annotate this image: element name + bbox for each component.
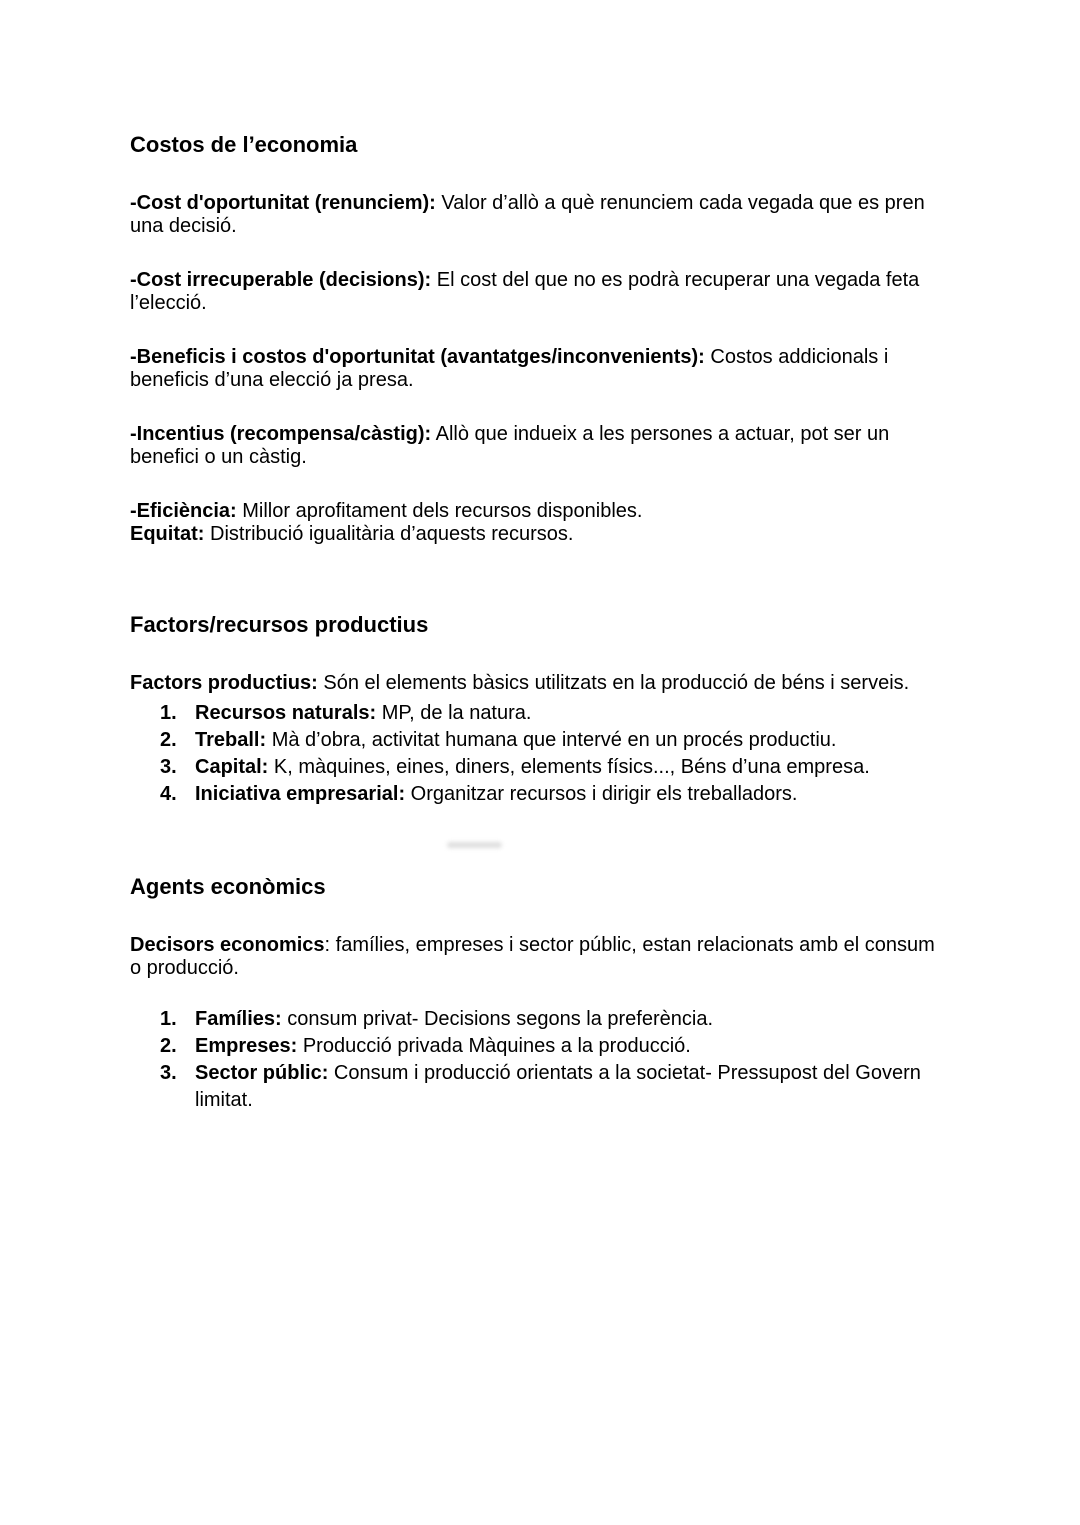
text-run: Valor d’allò a què renunciem cada vegada que es pren: [435, 192, 925, 214]
paragraph-beneficis-costos: [130, 346, 950, 392]
list-number: 2.: [160, 1035, 177, 1057]
list-item-capital: [130, 754, 950, 781]
paragraph-cost-irrecuperable: [130, 269, 950, 315]
text-run: Producció privada Màquines a la producció.: [297, 1035, 691, 1057]
list-number: 1.: [160, 702, 177, 724]
bold-run: Famílies:: [195, 1008, 282, 1030]
text-line: [130, 523, 950, 546]
bold-run: Capital:: [195, 756, 269, 778]
section-heading: Agents econòmics: [130, 874, 326, 899]
text-line: [130, 957, 950, 980]
text-run: Distribució igualitària d’aquests recursos.: [204, 523, 574, 545]
text-line: [130, 423, 950, 446]
bold-run: Treball:: [195, 729, 267, 751]
text-run: consum privat- Decisions segons la preferència.: [281, 1008, 714, 1030]
list-item-treball: [130, 727, 950, 754]
text-line: [130, 446, 950, 469]
section-agents-economics: [130, 874, 950, 1114]
text-run: Costos addicionals i: [704, 346, 889, 368]
bold-run: Iniciativa empresarial:: [195, 783, 406, 805]
list-number: 1.: [160, 1008, 177, 1030]
section-factors-productius: [130, 612, 950, 808]
text-run: Mà d’obra, activitat humana que intervé en un procés productiu.: [266, 729, 837, 751]
numbered-list-agents: [130, 1006, 950, 1114]
text-run: Són el elements bàsics utilitzats en la producció de béns i serveis.: [317, 672, 910, 694]
bold-run: -Cost d'oportunitat (renunciem):: [130, 192, 436, 214]
text-run: beneficis d’una elecció ja presa.: [130, 369, 414, 391]
text-line: [130, 934, 950, 957]
bold-run: Factors productius:: [130, 672, 318, 694]
bold-run: Equitat:: [130, 523, 205, 545]
numbered-list-factors: [130, 700, 950, 808]
text-run: Millor aprofitament dels recursos disponibles.: [236, 500, 643, 522]
text-line: [130, 672, 950, 695]
text-line: [130, 269, 950, 292]
bold-run: -Beneficis i costos d'oportunitat (avantatges/inconvenients):: [130, 346, 705, 368]
text-line: [130, 346, 950, 369]
list-number: 2.: [160, 729, 177, 751]
paragraph-decisors-economics: [130, 934, 950, 980]
text-line: [130, 215, 950, 238]
paragraph-eficiencia-equitat: [130, 500, 950, 546]
text-run: Allò que indueix a les persones a actuar, pot ser un: [431, 423, 890, 445]
text-line: [130, 192, 950, 215]
text-run: Consum i producció orientats a la societat- Pressupost del Govern: [328, 1062, 921, 1084]
bold-run: Recursos naturals:: [195, 702, 377, 724]
bold-run: -Incentius (recompensa/càstig):: [130, 423, 432, 445]
list-item-families: [130, 1006, 950, 1033]
paragraph-factors-productius: [130, 672, 950, 695]
section-costos-economia: [130, 132, 950, 546]
list-item-sector-public: [130, 1060, 950, 1114]
bold-run: Sector públic:: [195, 1062, 329, 1084]
text-run: : famílies, empreses i sector públic, estan relacionats amb el consum: [324, 934, 935, 956]
text-run: o producció.: [130, 957, 239, 979]
text-run: una decisió.: [130, 215, 237, 237]
list-number: 4.: [160, 783, 177, 805]
highlight-artifact: [447, 842, 502, 848]
text-run-wrapped: limitat.: [195, 1089, 253, 1111]
text-run: K, màquines, eines, diners, elements físics..., Béns d’una empresa.: [268, 756, 870, 778]
bold-run: -Cost irrecuperable (decisions):: [130, 269, 432, 291]
list-item-iniciativa-empresarial: [130, 781, 950, 808]
section-heading: Factors/recursos productius: [130, 612, 429, 637]
paragraph-incentius: [130, 423, 950, 469]
bold-run: Decisors economics: [130, 934, 325, 956]
text-run: benefici o un càstig.: [130, 446, 307, 468]
text-run: MP, de la natura.: [376, 702, 532, 724]
text-line: [130, 292, 950, 315]
text-line: [130, 369, 950, 392]
list-number: 3.: [160, 756, 177, 778]
bold-run: -Eficiència:: [130, 500, 237, 522]
text-run: El cost del que no es podrà recuperar una vegada feta: [431, 269, 920, 291]
list-item-recursos-naturals: [130, 700, 950, 727]
text-line: [130, 500, 950, 523]
text-run: l’elecció.: [130, 292, 207, 314]
section-heading: Costos de l’economia: [130, 132, 358, 157]
list-number: 3.: [160, 1062, 177, 1084]
list-item-empreses: [130, 1033, 950, 1060]
text-run: Organitzar recursos i dirigir els treballadors.: [405, 783, 798, 805]
paragraph-cost-oportunitat: [130, 192, 950, 238]
bold-run: Empreses:: [195, 1035, 298, 1057]
